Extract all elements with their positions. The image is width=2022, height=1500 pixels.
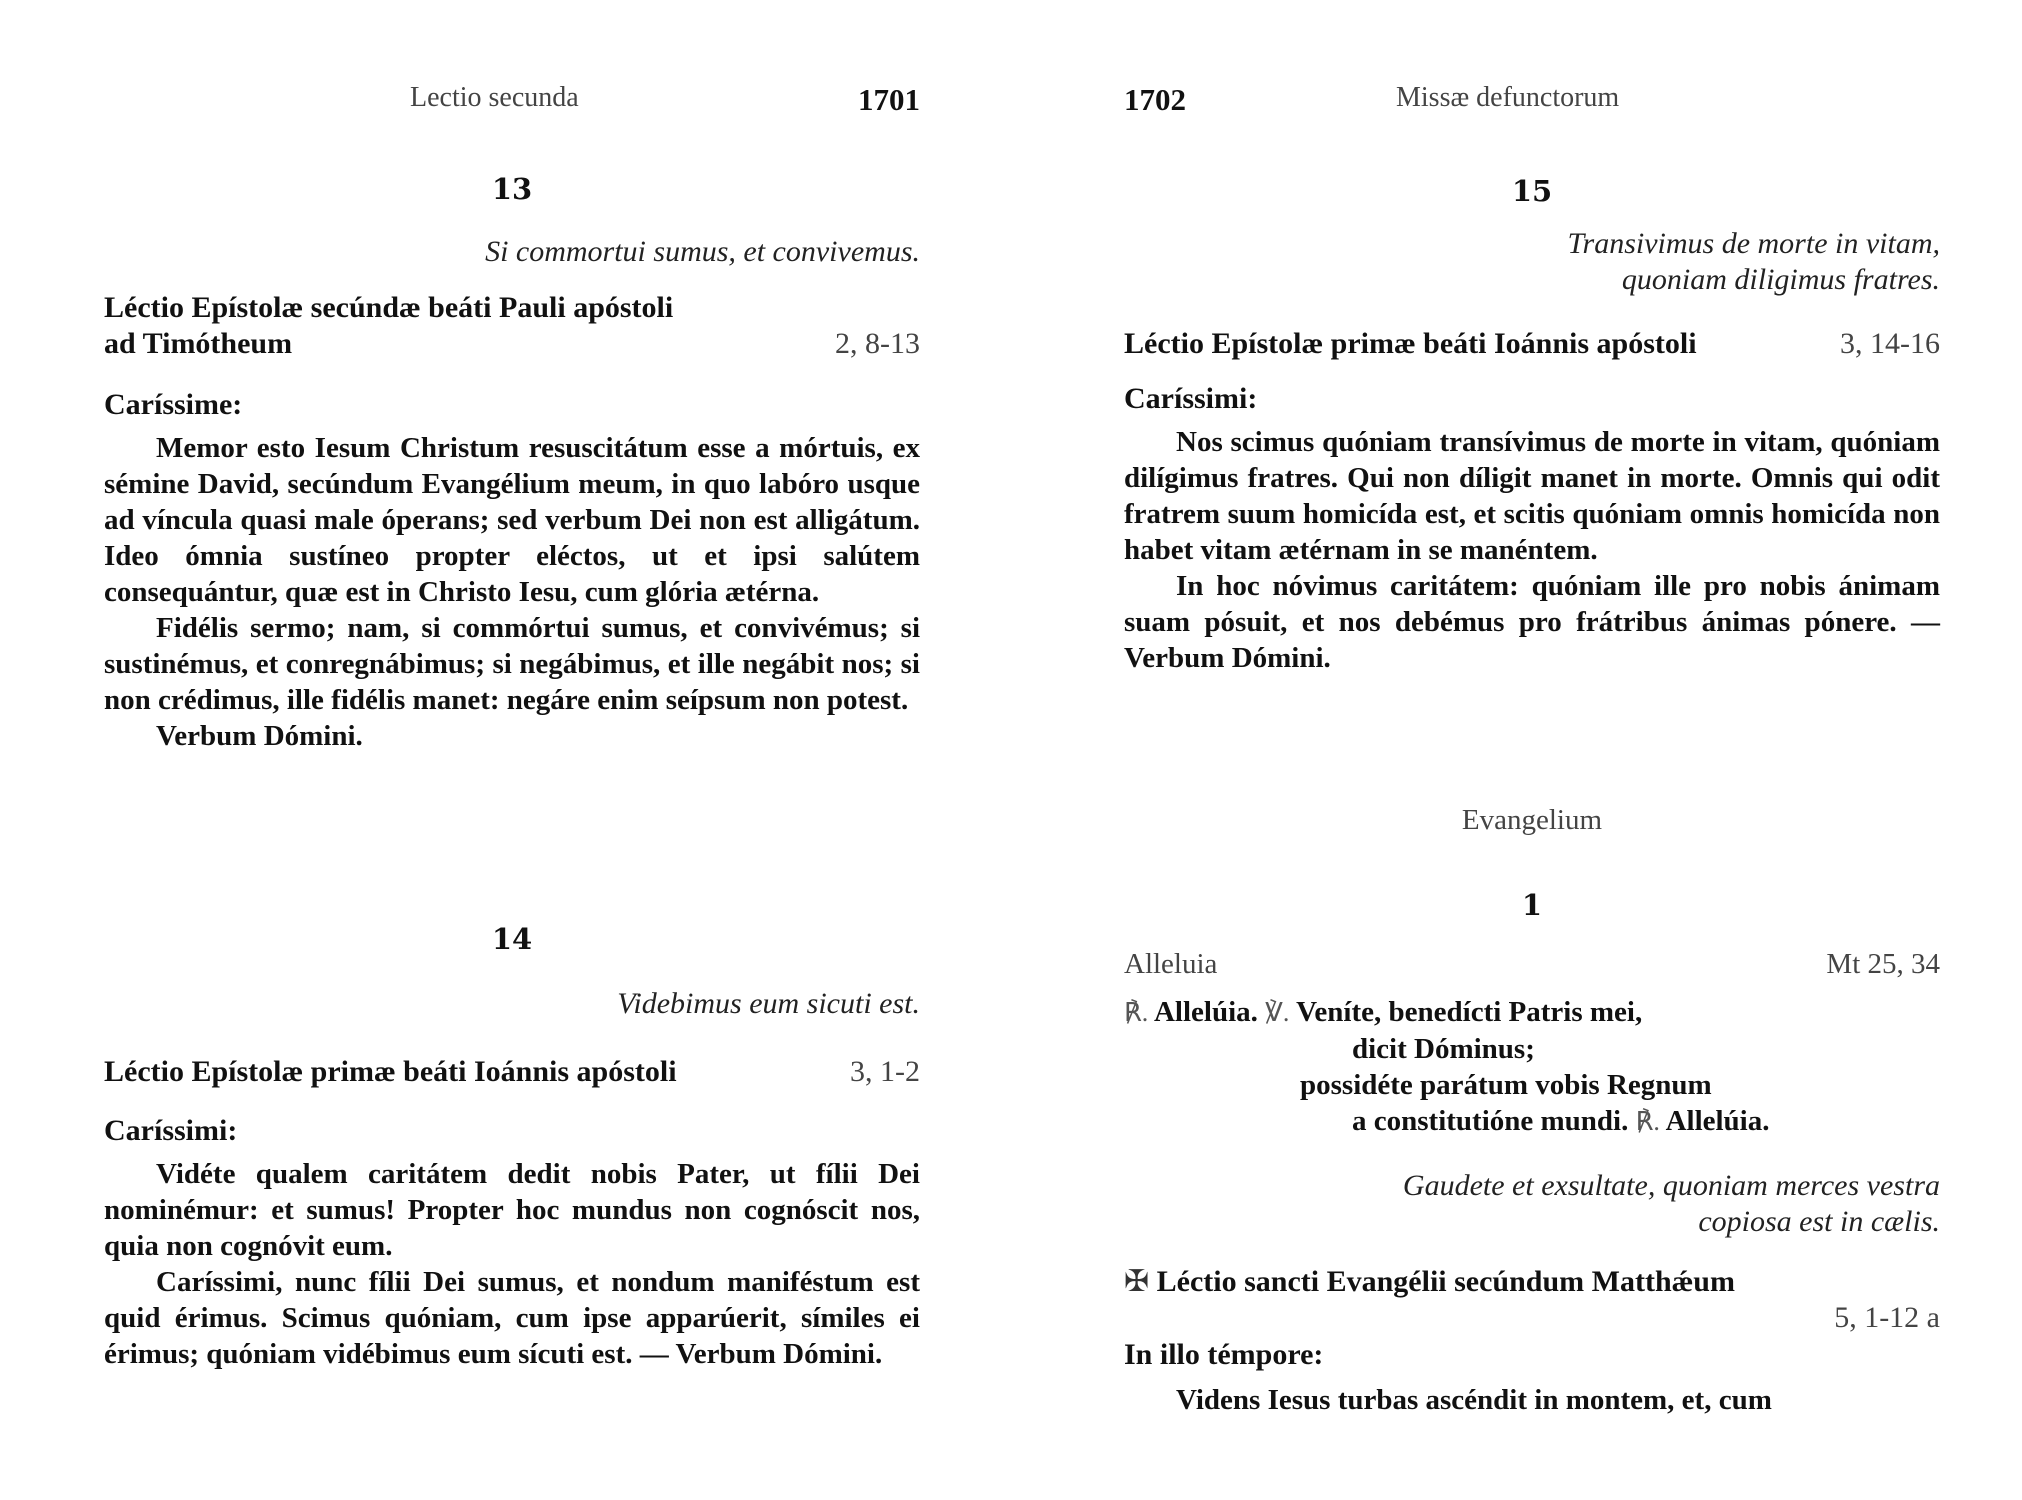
paragraph: Verbum Dómini.: [156, 720, 363, 752]
scripture-reference: 3, 1-2: [850, 1055, 920, 1088]
paragraph: Fidélis sermo; nam, si commórtui sumus, et convivémus; si sustinémus, et conregnábimus; si negábimus, et ille negábit nos; si non crédimus, ille fidélis manet: negáre enim seípsum non potest.: [104, 612, 920, 716]
reading-text: [1124, 424, 1940, 676]
section-number: 14: [491, 922, 533, 956]
paragraph: Memor esto Iesum Christum resuscitátum esse a mórtuis, ex sémine David, secúndum Evangélium meum, in quo labóro usque ad víncula quasi male óperans; sed verbum Dei non est alligátum. Ideo ómnia sustíneo propter eléctos, ut et ipsi salútem consequántur, quæ est in Christo Iesu, cum glória ætérna.: [104, 432, 920, 608]
verse-text: Allelúia.: [1153, 996, 1258, 1028]
lectio-title: [104, 290, 920, 362]
alleluia-label: Alleluia: [1124, 948, 1218, 980]
running-head: [104, 82, 920, 122]
page-number: 1701: [858, 82, 920, 117]
salutation: Caríssimi:: [104, 1114, 238, 1147]
running-title: Missæ defunctorum: [1396, 82, 1620, 113]
lectio-line: Léctio Epístolæ secúndæ beáti Pauli apóstoli: [104, 291, 674, 324]
lectio-line: Léctio Epístolæ primæ beáti Ioánnis apóstoli: [104, 1055, 677, 1088]
lectio-line: ad Timótheum: [104, 327, 293, 360]
lectio-title: [1124, 326, 1940, 362]
verse-text: Allelúia.: [1665, 1105, 1770, 1137]
lectio-title: [104, 1054, 920, 1090]
section-motto: Si commortui sumus, et convivemus.: [485, 235, 920, 268]
versicle-symbol: ℣.: [1265, 998, 1290, 1027]
response-symbol: ℟.: [1635, 1107, 1660, 1136]
salutation: Caríssimi:: [1124, 382, 1258, 415]
section-number: 15: [1511, 174, 1553, 208]
lectio-line: [1124, 1264, 1940, 1300]
paragraph: Videns Iesus turbas ascéndit in montem, et, cum: [1176, 1384, 1772, 1416]
motto-line: Transivimus de morte in vitam,: [1567, 227, 1940, 260]
gospel-motto: [1403, 1168, 1940, 1240]
verse-text: a constitutióne mundi.: [1352, 1105, 1629, 1137]
verse-text: Veníte, benedícti Patris mei,: [1296, 996, 1643, 1028]
section-number: 13: [491, 172, 533, 206]
motto-line: copiosa est in cælis.: [1698, 1205, 1940, 1238]
verse-line: dicit Dóminus;: [1352, 1033, 1535, 1065]
scripture-reference: 5, 1-12 a: [1834, 1301, 1940, 1334]
paragraph: Nos scimus quóniam transívimus de morte in vitam, quóniam dilígimus fratres. Qui non díligit manet in morte. Omnis qui odit fratrem suum homicída est, et scitis quóniam omnis homicída non habet vitam ætérnam in se manéntem.: [1124, 426, 1940, 566]
scripture-reference: Mt 25, 34: [1826, 948, 1940, 980]
lectio-text: Léctio sancti Evangélii secúndum Matthǽum: [1156, 1265, 1735, 1298]
running-head: [1124, 82, 1940, 122]
salutation: In illo témpore:: [1124, 1338, 1324, 1371]
scripture-reference: 3, 14-16: [1840, 327, 1940, 360]
paragraph: Caríssimi, nunc fílii Dei sumus, et nondum maniféstum est quid érimus. Scimus quóniam, cum ipse apparúerit, símiles ei érimus; quóniam vidébimus eum sícuti est. — Verbum Dómini.: [104, 1266, 920, 1370]
response-symbol: ℟.: [1124, 998, 1149, 1027]
verse-line: [1124, 994, 1940, 1031]
reading-text: [1124, 1382, 1940, 1418]
motto-line: quoniam diligimus fratres.: [1621, 263, 1940, 296]
lectio-title: [1124, 1264, 1940, 1336]
verse-line: possidéte parátum vobis Regnum: [1300, 1069, 1712, 1101]
section-motto: Videbimus eum sicuti est.: [617, 987, 920, 1020]
paragraph: Vidéte qualem caritátem dedit nobis Pater, ut fílii Dei nominémur: et sumus! Propter hoc mundus non cognóscit nos, quia non cognóvit eum.: [104, 1158, 920, 1262]
section-motto: [1568, 226, 1941, 298]
reading-text: [104, 1156, 920, 1372]
lectio-reference-line: [1124, 1300, 1940, 1336]
motto-line: Gaudete et exsultate, quoniam merces vestra: [1402, 1169, 1940, 1202]
lectio-line: Léctio Epístolæ primæ beáti Ioánnis apóstoli: [1124, 327, 1697, 360]
scripture-reference: 2, 8-13: [835, 327, 920, 360]
alleluia-verse: [1124, 994, 1940, 1140]
cross-icon: ✠: [1124, 1265, 1150, 1298]
section-number: 1: [1521, 888, 1543, 922]
salutation: Caríssime:: [104, 388, 243, 421]
paragraph: In hoc nóvimus caritátem: quóniam ille pro nobis ánimam suam pósuit, et nos debémus pro frátribus ánimas pónere. — Verbum Dómini.: [1124, 570, 1940, 674]
evangelium-heading: Evangelium: [1461, 804, 1603, 836]
verse-line: [1124, 1103, 1940, 1140]
alleluia-line: [1124, 948, 1940, 981]
reading-text: [104, 430, 920, 754]
page-number: 1702: [1124, 82, 1186, 117]
running-title: Lectio secunda: [410, 82, 579, 113]
